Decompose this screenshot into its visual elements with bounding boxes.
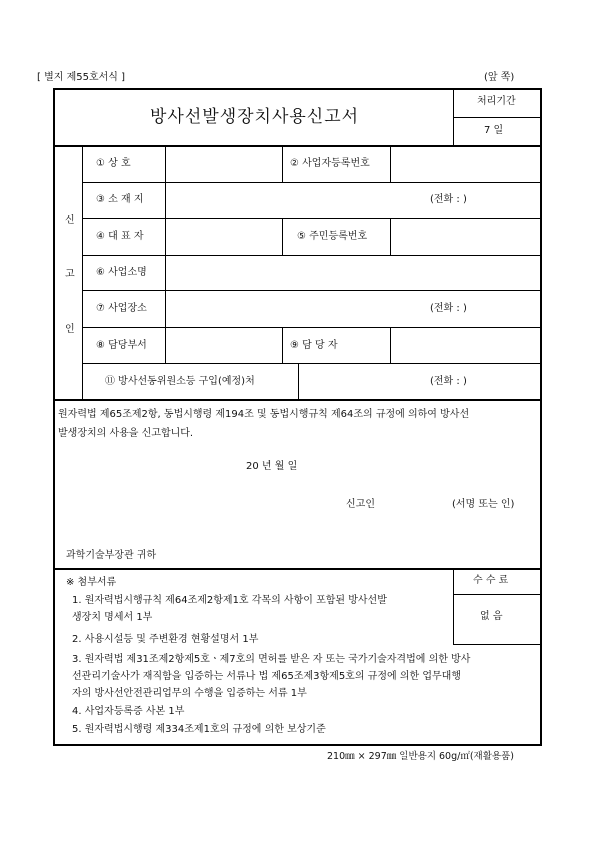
applicant-label-2: 고 (65, 269, 75, 280)
isotope-source-phone[interactable]: (전화 : ) (430, 376, 467, 387)
person-label: ⑨ 담 당 자 (290, 340, 338, 351)
applicant-label-1: 신 (65, 215, 75, 226)
fee-value: 없 음 (480, 611, 503, 622)
attachment-item: 생장치 명세서 1부 (72, 612, 153, 623)
attachments-heading: ※ 첨부서류 (66, 577, 117, 588)
applicant-label-3: 인 (65, 324, 75, 335)
biz-reg-no-label: ② 사업자등록번호 (290, 158, 370, 169)
declaration-line-1: 원자력법 제65조제2항, 동법시행령 제194조 및 동법시행규칙 제64조의 규정에 의하여 방사선 (58, 409, 470, 420)
form-title: 방사선발생장치사용신고서 (150, 107, 360, 127)
address-phone[interactable]: (전화 : ) (430, 194, 467, 205)
address-label: ③ 소 재 지 (96, 194, 144, 205)
recipient: 과학기술부장관 귀하 (66, 550, 157, 561)
attachment-item: 선관리기술사가 재직함을 입증하는 서류나 법 제65조제3항제5호의 규정에 의한 업무대행 (72, 671, 461, 682)
office-location-label: ⑦ 사업장소 (96, 303, 147, 314)
declaration-line-2: 발생장치의 사용을 신고합니다. (58, 428, 194, 439)
processing-period-label: 처리기간 (477, 96, 516, 107)
paper-spec: 210㎜ × 297㎜ 일반용지 60g/㎡(재활용품) (327, 751, 514, 762)
office-location-phone[interactable]: (전화 : ) (430, 303, 467, 314)
form-number: [ 별지 제55호서식 ] (37, 72, 126, 83)
dept-label: ⑧ 담당부서 (96, 340, 147, 351)
attachment-item: 2. 사용시설등 및 주변환경 현황설명서 1부 (72, 634, 259, 645)
signature-note: (서명 또는 인) (452, 499, 515, 510)
attachment-item: 3. 원자력법 제31조제2항제5호ㆍ제7호의 면허를 받은 자 또는 국가기술자격법에 의한 방사 (72, 654, 471, 665)
resident-no-label: ⑤ 주민등록번호 (297, 231, 368, 242)
office-name-label: ⑥ 사업소명 (96, 267, 147, 278)
attachment-item: 자의 방사선안전관리업무의 수행을 입증하는 서류 1부 (72, 688, 307, 699)
attachment-item: 5. 원자력법시행령 제334조제1호의 규정에 의한 보상기준 (72, 724, 326, 735)
isotope-source-label: ⑪ 방사선동위원소등 구입(예정)처 (105, 376, 255, 387)
page-side: (앞 쪽) (484, 72, 515, 83)
signer-label: 신고인 (346, 499, 375, 510)
processing-period-value: 7 일 (484, 125, 504, 136)
trade-name-label: ① 상 호 (96, 158, 131, 169)
fee-label: 수 수 료 (473, 575, 509, 586)
attachment-item: 4. 사업자등록증 사본 1부 (72, 706, 185, 717)
declaration-date: 20 년 월 일 (246, 461, 298, 472)
representative-label: ④ 대 표 자 (96, 231, 144, 242)
attachment-item: 1. 원자력법시행규칙 제64조제2항제1호 각목의 사항이 포함된 방사선발 (72, 595, 387, 606)
